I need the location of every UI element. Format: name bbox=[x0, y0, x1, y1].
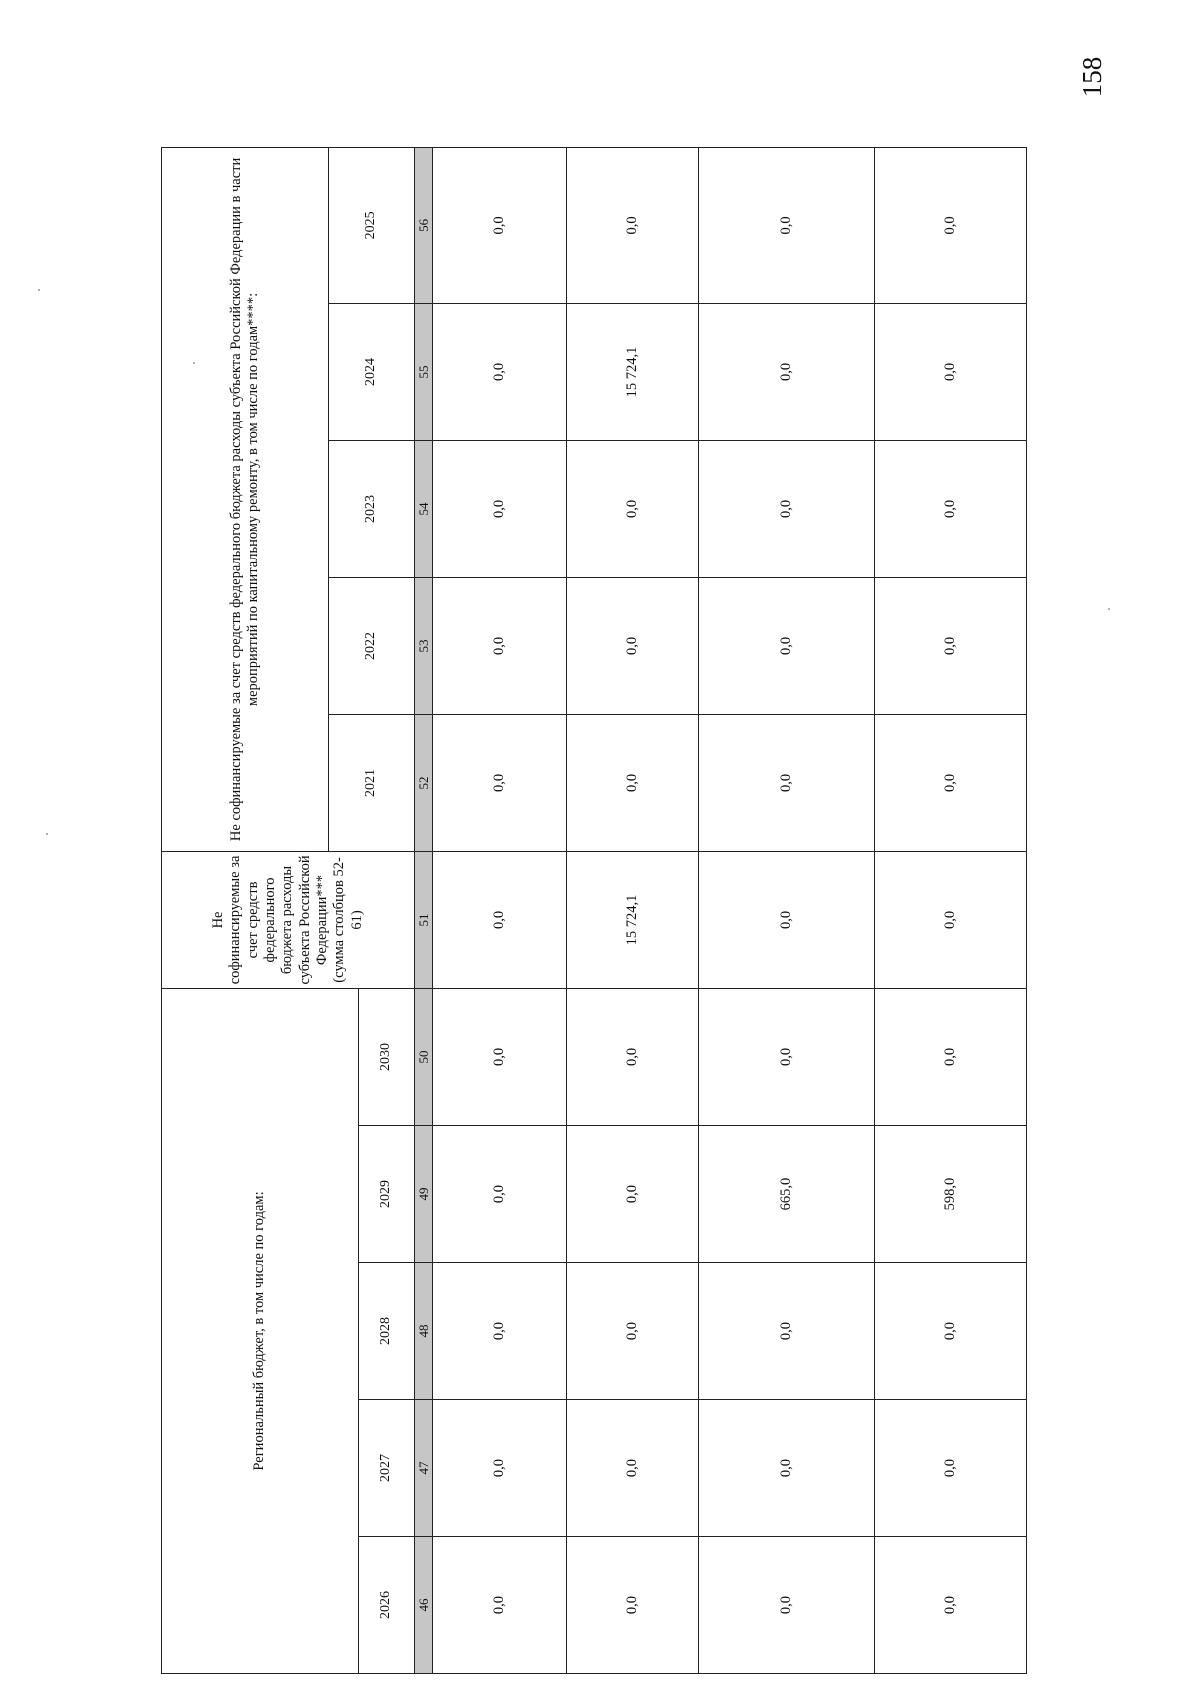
table-cell: 0,0 bbox=[875, 851, 1027, 988]
table-cell: 0,0 bbox=[433, 1126, 567, 1263]
column-number: 52 bbox=[415, 714, 433, 851]
table-cell: 0,0 bbox=[567, 1126, 699, 1263]
table-cell: 0,0 bbox=[875, 303, 1027, 440]
table-cell: 0,0 bbox=[567, 988, 699, 1125]
scan-speck bbox=[193, 362, 195, 364]
table-row bbox=[699, 147, 875, 1673]
table-cell: 0,0 bbox=[433, 1400, 567, 1537]
table-cell: 0,0 bbox=[699, 303, 875, 440]
table-cell: 0,0 bbox=[875, 577, 1027, 714]
table-cell: 0,0 bbox=[433, 577, 567, 714]
table-cell: 0,0 bbox=[875, 1400, 1027, 1537]
table-cell: 0,0 bbox=[433, 440, 567, 577]
table-cell: 0,0 bbox=[699, 1400, 875, 1537]
table-cell: 0,0 bbox=[433, 1263, 567, 1400]
budget-table bbox=[161, 147, 1027, 1674]
table-cell: 0,0 bbox=[699, 147, 875, 303]
table-cell: 0,0 bbox=[567, 440, 699, 577]
rotated-table-sheet bbox=[161, 148, 1019, 1674]
year-header: 2030 bbox=[359, 988, 415, 1125]
table-cell: 0,0 bbox=[433, 851, 567, 988]
table-cell: 0,0 bbox=[699, 577, 875, 714]
table-cell: 0,0 bbox=[567, 1537, 699, 1674]
column-number: 46 bbox=[415, 1537, 433, 1674]
column-number: 47 bbox=[415, 1400, 433, 1537]
year-header: 2023 bbox=[329, 440, 415, 577]
table-cell: 0,0 bbox=[433, 303, 567, 440]
scan-speck bbox=[46, 833, 48, 835]
column-number-row bbox=[415, 147, 433, 1673]
table-cell: 665,0 bbox=[699, 1126, 875, 1263]
table-row bbox=[567, 147, 699, 1673]
table-cell: 0,0 bbox=[567, 1263, 699, 1400]
table-cell: 0,0 bbox=[567, 714, 699, 851]
column-number: 51 bbox=[415, 851, 433, 988]
table-cell: 0,0 bbox=[699, 714, 875, 851]
table-cell: 0,0 bbox=[433, 714, 567, 851]
table-cell: 0,0 bbox=[433, 1537, 567, 1674]
column-number: 56 bbox=[415, 147, 433, 303]
year-header: 2029 bbox=[359, 1126, 415, 1263]
column-number: 53 bbox=[415, 577, 433, 714]
table-cell: 15 724,1 bbox=[567, 851, 699, 988]
header-not-cofinanced-by-year: Не софинансируемые за счет средств федерального бюджета расходы субъекта Российской Федерации в части мероприятий по капитальному ремонту, в том числе по годам****: bbox=[162, 147, 329, 851]
header-regional-budget: Региональный бюджет, в том числе по годам: bbox=[162, 988, 359, 1673]
year-header: 2027 bbox=[359, 1400, 415, 1537]
table-cell: 0,0 bbox=[699, 851, 875, 988]
table-cell: 0,0 bbox=[875, 1263, 1027, 1400]
table-cell: 0,0 bbox=[875, 714, 1027, 851]
table-cell: 0,0 bbox=[875, 1537, 1027, 1674]
table-cell: 0,0 bbox=[875, 440, 1027, 577]
year-header: 2028 bbox=[359, 1263, 415, 1400]
header-not-cofinanced-total: Не софинансируемые за счет средств федерального бюджета расходы субъекта Российской Федерации*** (сумма столбцов 52-61) bbox=[162, 851, 415, 988]
scan-speck bbox=[1108, 608, 1110, 610]
column-number: 48 bbox=[415, 1263, 433, 1400]
year-header: 2022 bbox=[329, 577, 415, 714]
table-cell: 0,0 bbox=[567, 147, 699, 303]
table-cell: 0,0 bbox=[875, 988, 1027, 1125]
column-number: 50 bbox=[415, 988, 433, 1125]
table-cell: 0,0 bbox=[433, 147, 567, 303]
table-cell: 0,0 bbox=[433, 988, 567, 1125]
table-cell: 0,0 bbox=[699, 1263, 875, 1400]
year-header: 2025 bbox=[329, 147, 415, 303]
table-cell: 15 724,1 bbox=[567, 303, 699, 440]
table-cell: 0,0 bbox=[699, 440, 875, 577]
table-cell: 0,0 bbox=[699, 1537, 875, 1674]
year-header: 2024 bbox=[329, 303, 415, 440]
table-cell: 0,0 bbox=[875, 147, 1027, 303]
table-cell: 598,0 bbox=[875, 1126, 1027, 1263]
column-number: 55 bbox=[415, 303, 433, 440]
table-row bbox=[433, 147, 567, 1673]
table-cell: 0,0 bbox=[699, 988, 875, 1125]
table-cell: 0,0 bbox=[567, 1400, 699, 1537]
year-header: 2021 bbox=[329, 714, 415, 851]
page-number: 158 bbox=[1077, 56, 1107, 98]
column-number: 49 bbox=[415, 1126, 433, 1263]
group-header-row bbox=[162, 147, 329, 1673]
column-number: 54 bbox=[415, 440, 433, 577]
year-header: 2026 bbox=[359, 1537, 415, 1674]
table-row bbox=[875, 147, 1027, 1673]
scan-speck bbox=[38, 289, 40, 291]
table-cell: 0,0 bbox=[567, 577, 699, 714]
